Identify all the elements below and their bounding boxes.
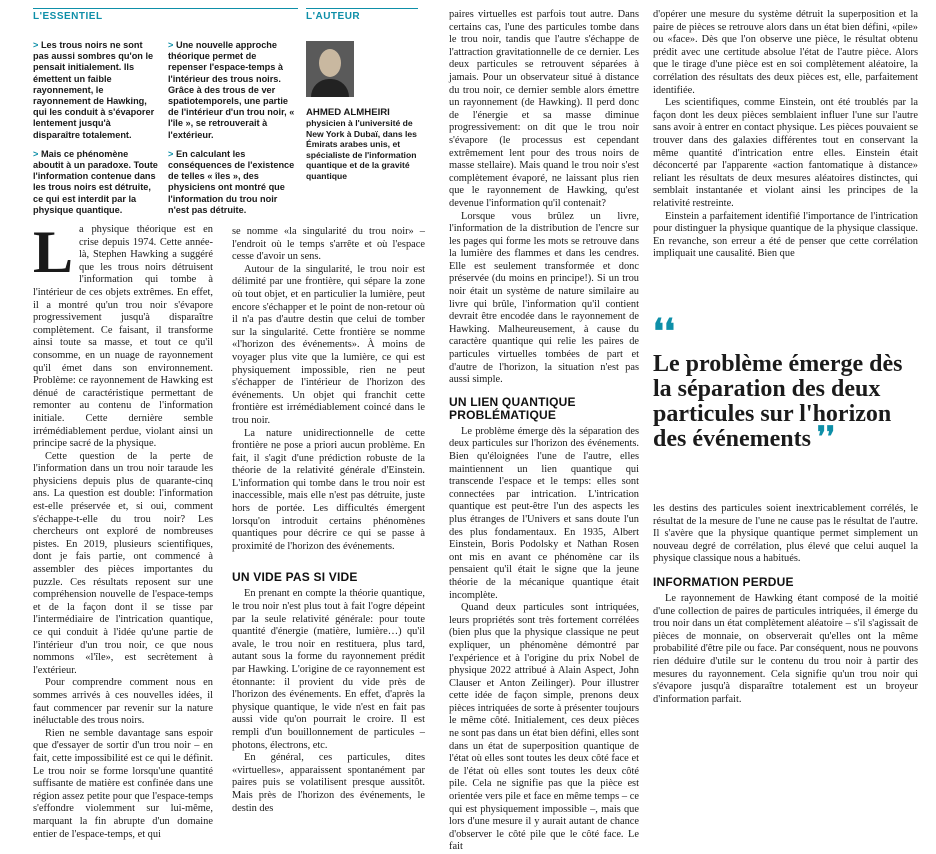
article-paragraph: paires virtuelles est parfois tout autre. Dans certains cas, l'une des particules tombe dans le trou noir, tandis que l'autre s'échappe de l'attraction gravitationnelle de ce dernier. Les deux particules se retrouvent séparées à jamais. Pour un observateur situé à distance du trou noir, ce dernier semble alors émettre un rayonnement (de Hawking). Il perd donc de l'énergie et sa masse diminue progressivement: on dit que le trou noir s'évapore (le processus est cependant extrêmement lent pour des trous noirs de masse stellaire). Mais quand le trou noir s'est complètement évaporé, ne laissant plus rien que le rayonnement de Hawking, qu'est devenue l'information qu'il contenait? [449, 9, 639, 209]
article-paragraph: Le rayonnement de Hawking étant composé de la moitié d'une collection de paires de particules intriquées, il émerge du trou noir dans un état complètement aléatoire – s'il s'agissait de pièces de monnaie, on observerait qu'elles ont la même probabilité d'être pile ou face. Par conséquent, nous ne pouvons rien déduire d'utile sur le contenu du trou noir à partir des mesures du rayonnement. Cela signifie qu'un trou noir qui s'évapore jusqu'à disparaître totalement est un broyeur d'information parfait. [653, 592, 918, 705]
column-2 [232, 226, 425, 815]
author-photo [306, 41, 354, 97]
subheading: UN LIEN QUANTIQUE PROBLÉMATIQUE [449, 394, 576, 422]
author-name: AHMED ALMHEIRI [306, 107, 390, 118]
article-paragraph: Cette question de la perte de l'information dans un trou noir taraude les physiciens depuis plus de quarante-cinq ans. La question est double: l'information est-elle préservée et, si oui, comment s'échappe-t-elle du trou noir? Les chercheurs ont exploré de nombreuses pistes. En 2019, plusieurs scientifiques, dont je fais partie, ont commencé à assembler des pièces importantes du puzzle. Ces résultats reposent sur une compréhension nouvelle de l'espace-temps et de la façon dont il se tisse par l'intermédiaire de l'intrication quantique, ce qui conduit à l'idée qu'une partie de l'intérieur d'un trou noir, ce que nous nommons «l'île», est secrètement à l'extérieur. [33, 450, 213, 676]
quote-close-icon: ❜❜ [816, 421, 836, 452]
quote-open-icon: ❛❛ [653, 313, 675, 351]
column-3 [449, 9, 639, 854]
article-paragraph: En général, ces particules, dites «virtuelles», apparaissent spontanément par paires puis se volatilisent presque aussitôt. Mais près de l'horizon des événements, le destin des [232, 752, 425, 814]
essentiel-box [33, 11, 298, 22]
subheading: INFORMATION PERDUE [653, 574, 794, 589]
column-4-lower [653, 503, 918, 706]
article-paragraph: Lorsque vous brûlez un livre, l'information de la distribution de l'encre sur les pages qui forme les mots se retrouve dans la lumière des flammes et dans les cendres. Elle est seulement transformée et donc préservée (du moins en principe!). Si un trou noir était un système de nature similaire au livre qui brûle, l'information qu'il contient devrait être encodée dans le rayonnement de Hawking. Malheureusement, à cause du caractère quantique qui relie les paires de particules virtuelles tombées de part et d'autre de l'horizon, la situation n'est pas aussi simple. [449, 210, 639, 386]
article-paragraph: Autour de la singularité, le trou noir est délimité par une frontière, qui sépare la zone où tout objet, et en particulier la lumière, peut encore s'échapper et le point de non-retour où il n'a pas d'autre destin que celui de tomber sur la singularité. Cette frontière se nomme «l'horizon des événements». À moins de voyager plus vite que la lumière, ce qui est physiquement impossible, rien ne peut s'échapper de l'intérieur de l'horizon des événements. Un objet qui franchit cette frontière est irrémédiablement coincé dans le trou noir. [232, 263, 425, 426]
article-paragraph: Les scientifiques, comme Einstein, ont été troublés par la façon dont les deux pièces semblaient influer l'une sur l'autre sans avoir à entrer en contact physique. Les pièces pouvaient se trouver dans des galaxies différentes tout en conservant la même quantité d'intrication entre elles. Einstein était déconcerté par l'apparente «action fantomatique à distance» reliant les résultats de deux mesures aléatoires distinctes, qui semblait instantanée et violant ainsi les principes de la relativité restreinte. [653, 97, 918, 209]
article-paragraph: La nature unidirectionnelle de cette frontière ne pose a priori aucun problème. En fait, il s'agit d'une prédiction robuste de la théorie de la relativité générale d'Einstein. L'information qui tombe dans le trou noir est inaccessible, mais elle n'est pas détruite, juste hors de portée. Les difficultés émergent lorsqu'on introduit certains phénomènes quantiques pour décrire ce qui se passe à proximité de l'horizon des événements. [232, 427, 425, 552]
article-paragraph: Le problème émerge dès la séparation des deux particules sur l'horizon des événements. Bien qu'éloignées l'une de l'autre, elles maintiennent un lien quantique qui transcende l'espace et le temps: elles sont connectées par intrication. L'intrication quantique est peut-être l'un des aspects les plus étranges de l'Univers et sans doute l'un des plus fondamentaux. En 1935, Albert Einstein, Boris Podolsky et Nathan Rosen ont mis en avant ce phénomène car ils pensaient qu'il était le signe que la jeune théorie de la mécanique quantique était incomplète. [449, 425, 639, 601]
article-paragraph: La physique théorique est en crise depuis 1974. Cette année-là, Stephen Hawking a suggéré que les trous noirs détruisent l'information qui tombe à l'intérieur de ces objets extrêmes. En effet, il a montré qu'un trou noir s'évapore progressivement jusqu'à disparaître complètement. Ce faisant, il transforme ainsi toute sa masse, et tout ce qu'il consomme, en un nuage de rayonnement qu'il émet dans son environnement. Problème: ce rayonnement de Hawking est dénué de caractéristique permettant de remonter au contenu de l'information initiale. Cette dernière semble irrémédiablement perdue, violant ainsi un principe sacré de la physique. [33, 219, 213, 450]
article-paragraph: Rien ne semble davantage sans espoir que d'essayer de sortir d'un trou noir – en fait, cette impossibilité est ce qui le définit. Le trou noir se forme lorsqu'une quantité suffisante de matière est confinée dans une région assez petite pour que l'espace-temps s'effondre violemment sur lui-même, marquant la fin abrupte d'un domaine entier de l'espace-temps, et qui [33, 727, 213, 840]
article-paragraph: Pour comprendre comment nous en sommes arrivés à ces nouvelles idées, il faut commencer par revenir sur la nature inéluctable des trous noirs. [33, 677, 213, 727]
drop-cap: L [33, 219, 74, 285]
article-paragraph: d'opérer une mesure du système détruit la superposition et la paire de pièces se retrouve alors dans un état bien défini, «pile» ou «face». Dès que l'on observe une pièce, le résultat obtenu prédit avec une certitude absolue l'état de l'autre pièce. Alors que le tirage d'une pièce est en soi complètement aléatoire, la corrélation des résultats des deux pièces est, elle, parfaitement identifiée. [653, 9, 918, 96]
essentiel-bullet-1: > Les trous noirs ne sont pas aussi sombres qu'on le pensait initialement. Ils émettent un faible rayonnement, le rayonnement de Hawking, qui les conduit à s'évaporer lentement jusqu'à disparaître totalement. [33, 40, 155, 140]
column-1 [33, 219, 213, 841]
subheading: UN VIDE PAS SI VIDE [232, 570, 358, 585]
pull-quote [653, 313, 923, 452]
essentiel-bullet-3: > Une nouvelle approche théorique permet de repenser l'espace-temps à l'intérieur des trous noirs. Grâce à des trous de ver spatiotemporels, une partie de l'intérieur d'un trou noir, « l'île », se retrouverait à l'extérieur. [168, 40, 295, 140]
article-paragraph: se nomme «la singularité du trou noir» – l'endroit où le temps s'arrête et où l'espace cesse d'avoir un sens. [232, 226, 425, 263]
essentiel-bullet-4: > En calculant les conséquences de l'existence de telles « îles », des physiciens ont montré que l'information du trou noir n'est pas détruite. [168, 148, 295, 215]
essentiel-bullet-2: > Mais ce phénomène aboutit à un paradoxe. Toute l'information contenue dans les trous noirs est détruite, ce qui est interdit par la physique quantique. [33, 148, 158, 215]
auteur-heading: L'AUTEUR [306, 11, 361, 22]
article-paragraph: Einstein a parfaitement identifié l'importance de l'intrication pour distinguer la physique quantique de la physique classique. En revanche, son erreur a été de penser que cette corrélation impliquait une causalité. Bien que [653, 210, 918, 260]
column-4 [653, 9, 918, 261]
pull-quote-text: Le problème émerge dès la séparation des deux particules sur l'horizon des événements ❜❜ [653, 351, 903, 452]
article-paragraph: Quand deux particules sont intriquées, leurs propriétés sont très fortement corrélées (bien plus que la physique classique ne peut expliquer, un phénomène démontré par l'expérience et à l'origine du prix Nobel de physique 2022 attribué à Alain Aspect, John Clauser et Anton Zeilinger). Pour illustrer cette idée de façon simple, prenons deux pièces intriquées de sorte à présenter toujours le même côté. Initialement, ces deux pièces ne sont pas dans un état bien défini, elles sont dans un état de superposition quantique de l'état où elles sont toutes les deux côté face et de l'état où elles sont toutes les deux côté pile. Cela ne signifie pas que la pièce est orientée vers pile et face en même temps – ce qui est physiquement impossible –, mais que lors d'une mesure il y aurait autant de chance d'observer le côté pile que le côté face. Le fait [449, 602, 639, 853]
auteur-box [306, 11, 418, 182]
article-paragraph: En prenant en compte la théorie quantique, le trou noir n'est plus tout à fait l'ogre dépeint par la seule relativité générale: pour toute quantité d'énergie (matière, lumière…) qu'il avale, le trou noir en restituera, plus tard, autant sous la forme du rayonnement prédit par Hawking. L'origine de ce rayonnement est étonnante: il provient du vide près de l'horizon des événements. En effet, d'après la physique quantique, le vide n'est en fait pas aussi vide qu'on pourrait le croire. Il est rempli d'un bouillonnement de particules – photons, électrons, etc. [232, 588, 425, 751]
essentiel-heading: L'ESSENTIEL [33, 11, 103, 22]
author-bio: physicien à l'université de New York à Dubaï, dans les Émirats arabes unis, et spécialiste de l'information quantique et de la gravité quantique [306, 118, 417, 181]
article-paragraph: les destins des particules soient inextricablement corrélés, le résultat de la mesure de l'une ne cause pas le résultat de l'autre. Il s'avère que la physique quantique permet simplement un nouveau degré de corrélation, plus élevé que celui auquel la physique classique nous a habitués. [653, 503, 918, 565]
